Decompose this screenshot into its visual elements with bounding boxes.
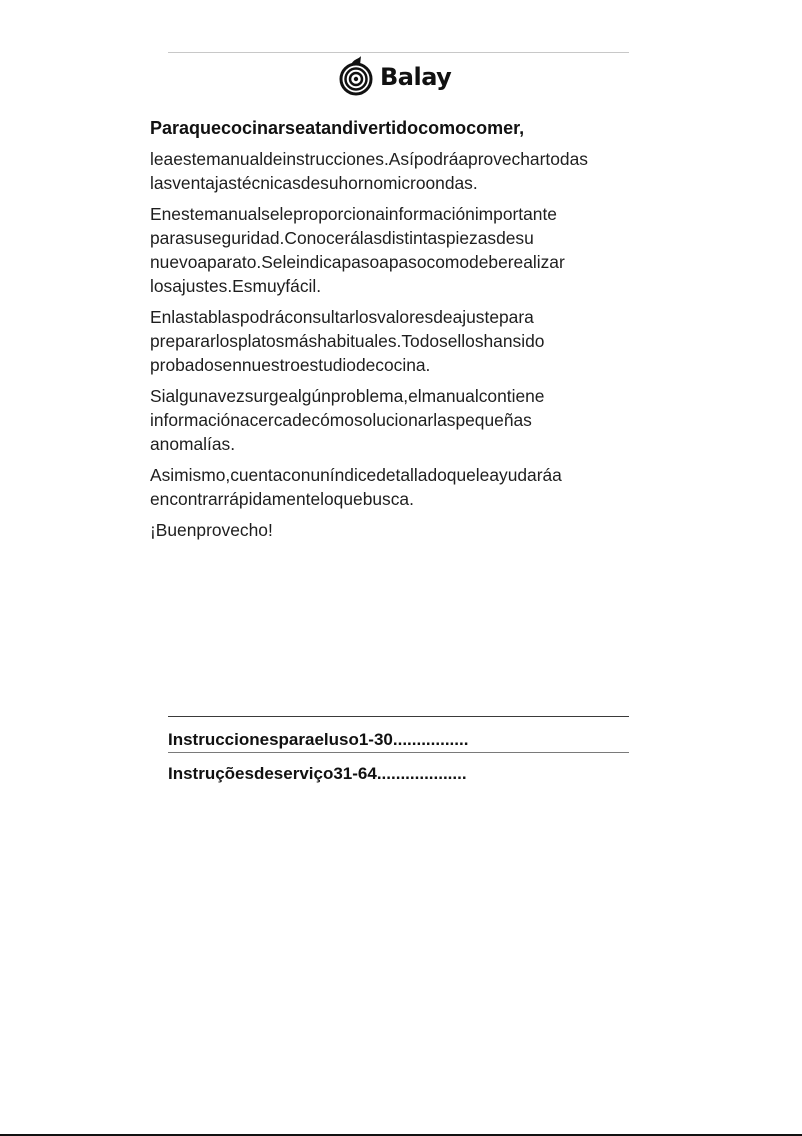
intro-paragraph-5: Asimismo,cuentaconuníndicedetalladoqueleayudaráa encontrarrápidamenteloquebusca.: [150, 465, 562, 509]
top-rule: [168, 52, 629, 53]
toc-item-spanish[interactable]: Instruccionesparaeluso1-30................: [168, 730, 469, 749]
intro-paragraph-2: Enestemanualseleproporcionainformaciónimportante parasuseguridad.Conocerálasdistintaspiezasdesu nuevoaparato.Seleindicapasoapasocomodeberealizar losajustes.Esmuyfácil.: [150, 204, 565, 296]
intro-paragraph-4: Sialgunavezsurgealgúnproblema,elmanualcontiene informaciónacercadecómosolucionarlaspequeñas anomalías.: [150, 386, 545, 454]
intro-paragraph-1: leaestemanualdeinstrucciones.Asípodráaprovechartodas lasventajastécnicasdesuhornomicroondas.: [150, 149, 588, 193]
toc-top-rule: [168, 716, 629, 717]
intro-heading: Paraquecocinarseatandivertidocomocomer,: [150, 118, 525, 138]
brand-logo: [338, 56, 451, 98]
intro-section: [150, 116, 630, 518]
balay-emblem-icon: [338, 56, 374, 98]
toc-divider: [168, 752, 629, 753]
brand-wordmark: Balay: [380, 63, 452, 91]
closing-greeting: ¡Buenprovecho!: [150, 520, 273, 540]
toc-item-portuguese[interactable]: Instruçõesdeserviço31-64...................: [168, 764, 467, 783]
intro-paragraph-3: Enlastablaspodráconsultarlosvaloresdeajustepara prepararlosplatosmáshabituales.Todoselloshansido probadosennuestroestudiodecocina.: [150, 307, 545, 375]
